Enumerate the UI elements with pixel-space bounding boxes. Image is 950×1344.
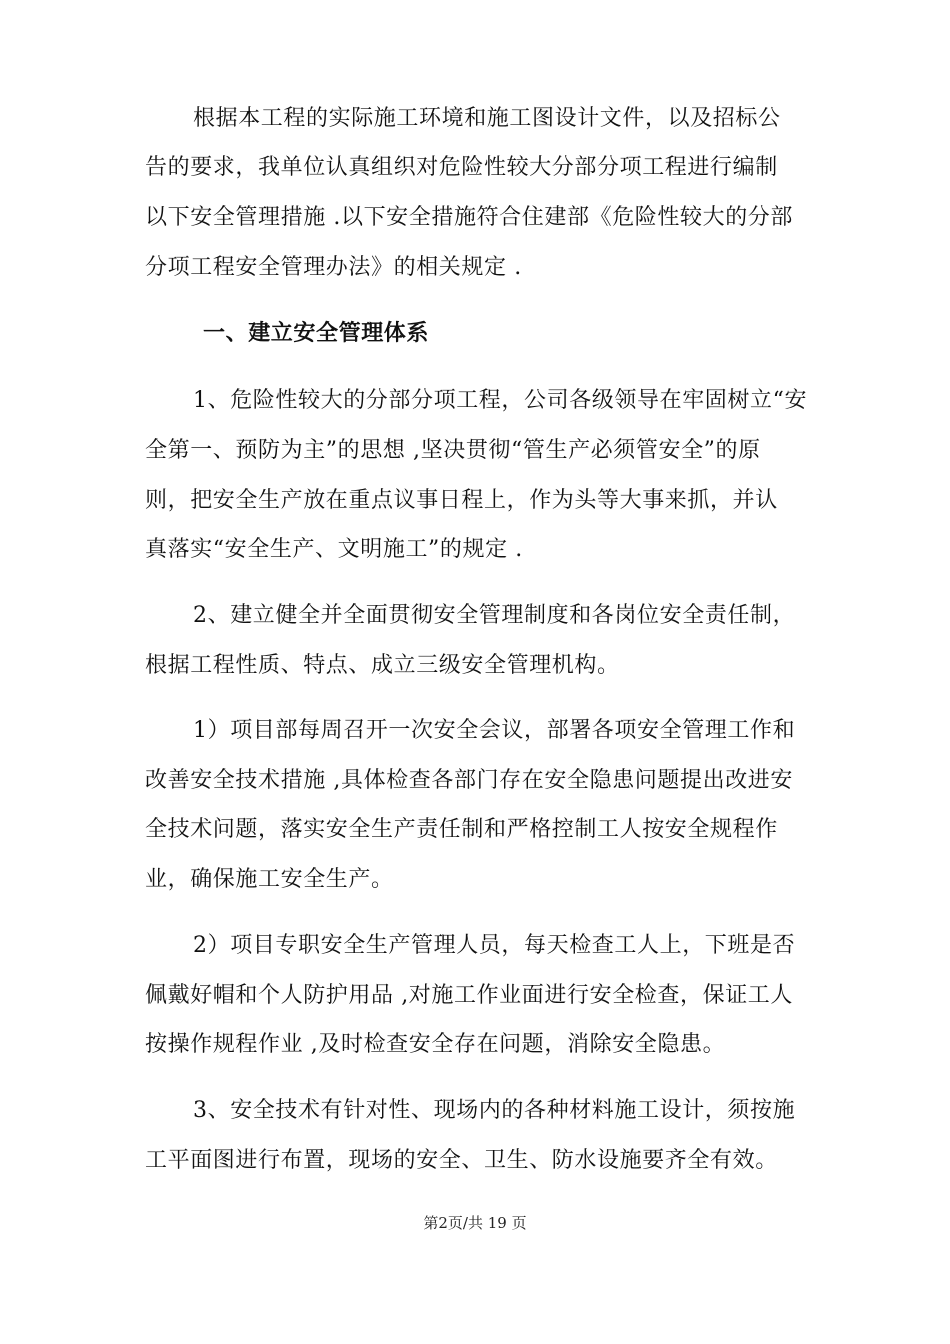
paragraph-item-3-line-1: 3、安全技术有针对性、现场内的各种材料施工设计，须按施 (193, 1098, 796, 1123)
paragraph-item-2-line-1: 2、建立健全并全面贯彻安全管理制度和各岗位安全责任制， (193, 603, 796, 628)
paragraph-intro-line-1: 根据本工程的实际施工环境和施工图设计文件，以及招标公 (193, 106, 781, 131)
paragraph-item-2-1-line-4: 业，确保施工安全生产。 (145, 867, 394, 892)
section-heading: 一、建立安全管理体系 (203, 321, 430, 346)
paragraph-item-1-line-1: 1、危险性较大的分部分项工程，公司各级领导在牢固树立“安 (193, 388, 808, 413)
paragraph-item-1-line-3: 则，把安全生产放在重点议事日程上，作为头等大事来抓，并认 (145, 488, 778, 513)
paragraph-intro-line-2: 告的要求，我单位认真组织对危险性较大分部分项工程进行编制 (145, 155, 778, 180)
paragraph-intro-line-4: 分项工程安全管理办法》的相关规定 . (145, 255, 522, 280)
paragraph-item-2-2-line-2: 佩戴好帽和个人防护用品 ,对施工作业面进行安全检查，保证工人 (145, 983, 793, 1008)
paragraph-item-1-line-2: 全第一、预防为主”的思想 ,坚决贯彻“管生产必须管安全”的原 (145, 438, 761, 463)
paragraph-item-2-1-line-2: 改善安全技术措施 ,具体检查各部门存在安全隐患问题提出改进安 (145, 768, 793, 793)
paragraph-item-2-line-2: 根据工程性质、特点、成立三级安全管理机构。 (145, 653, 620, 678)
paragraph-item-2-1-line-1: 1）项目部每周召开一次安全会议，部署各项安全管理工作和 (193, 718, 796, 743)
paragraph-item-1-line-4: 真落实“安全生产、文明施工”的规定 . (145, 537, 523, 562)
paragraph-item-2-2-line-3: 按操作规程作业 ,及时检查安全存在问题，消除安全隐患。 (145, 1032, 726, 1057)
paragraph-item-2-2-line-1: 2）项目专职安全生产管理人员，每天检查工人上，下班是否 (193, 933, 796, 958)
paragraph-item-3-line-2: 工平面图进行布置，现场的安全、卫生、防水设施要齐全有效。 (145, 1148, 778, 1173)
paragraph-item-2-1-line-3: 全技术问题，落实安全生产责任制和严格控制工人按安全规程作 (145, 817, 778, 842)
page-number-footer: 第2页/共 19 页 (423, 1214, 527, 1232)
paragraph-intro-line-3: 以下安全管理措施 .以下安全措施符合住建部《危险性较大的分部 (145, 205, 793, 230)
